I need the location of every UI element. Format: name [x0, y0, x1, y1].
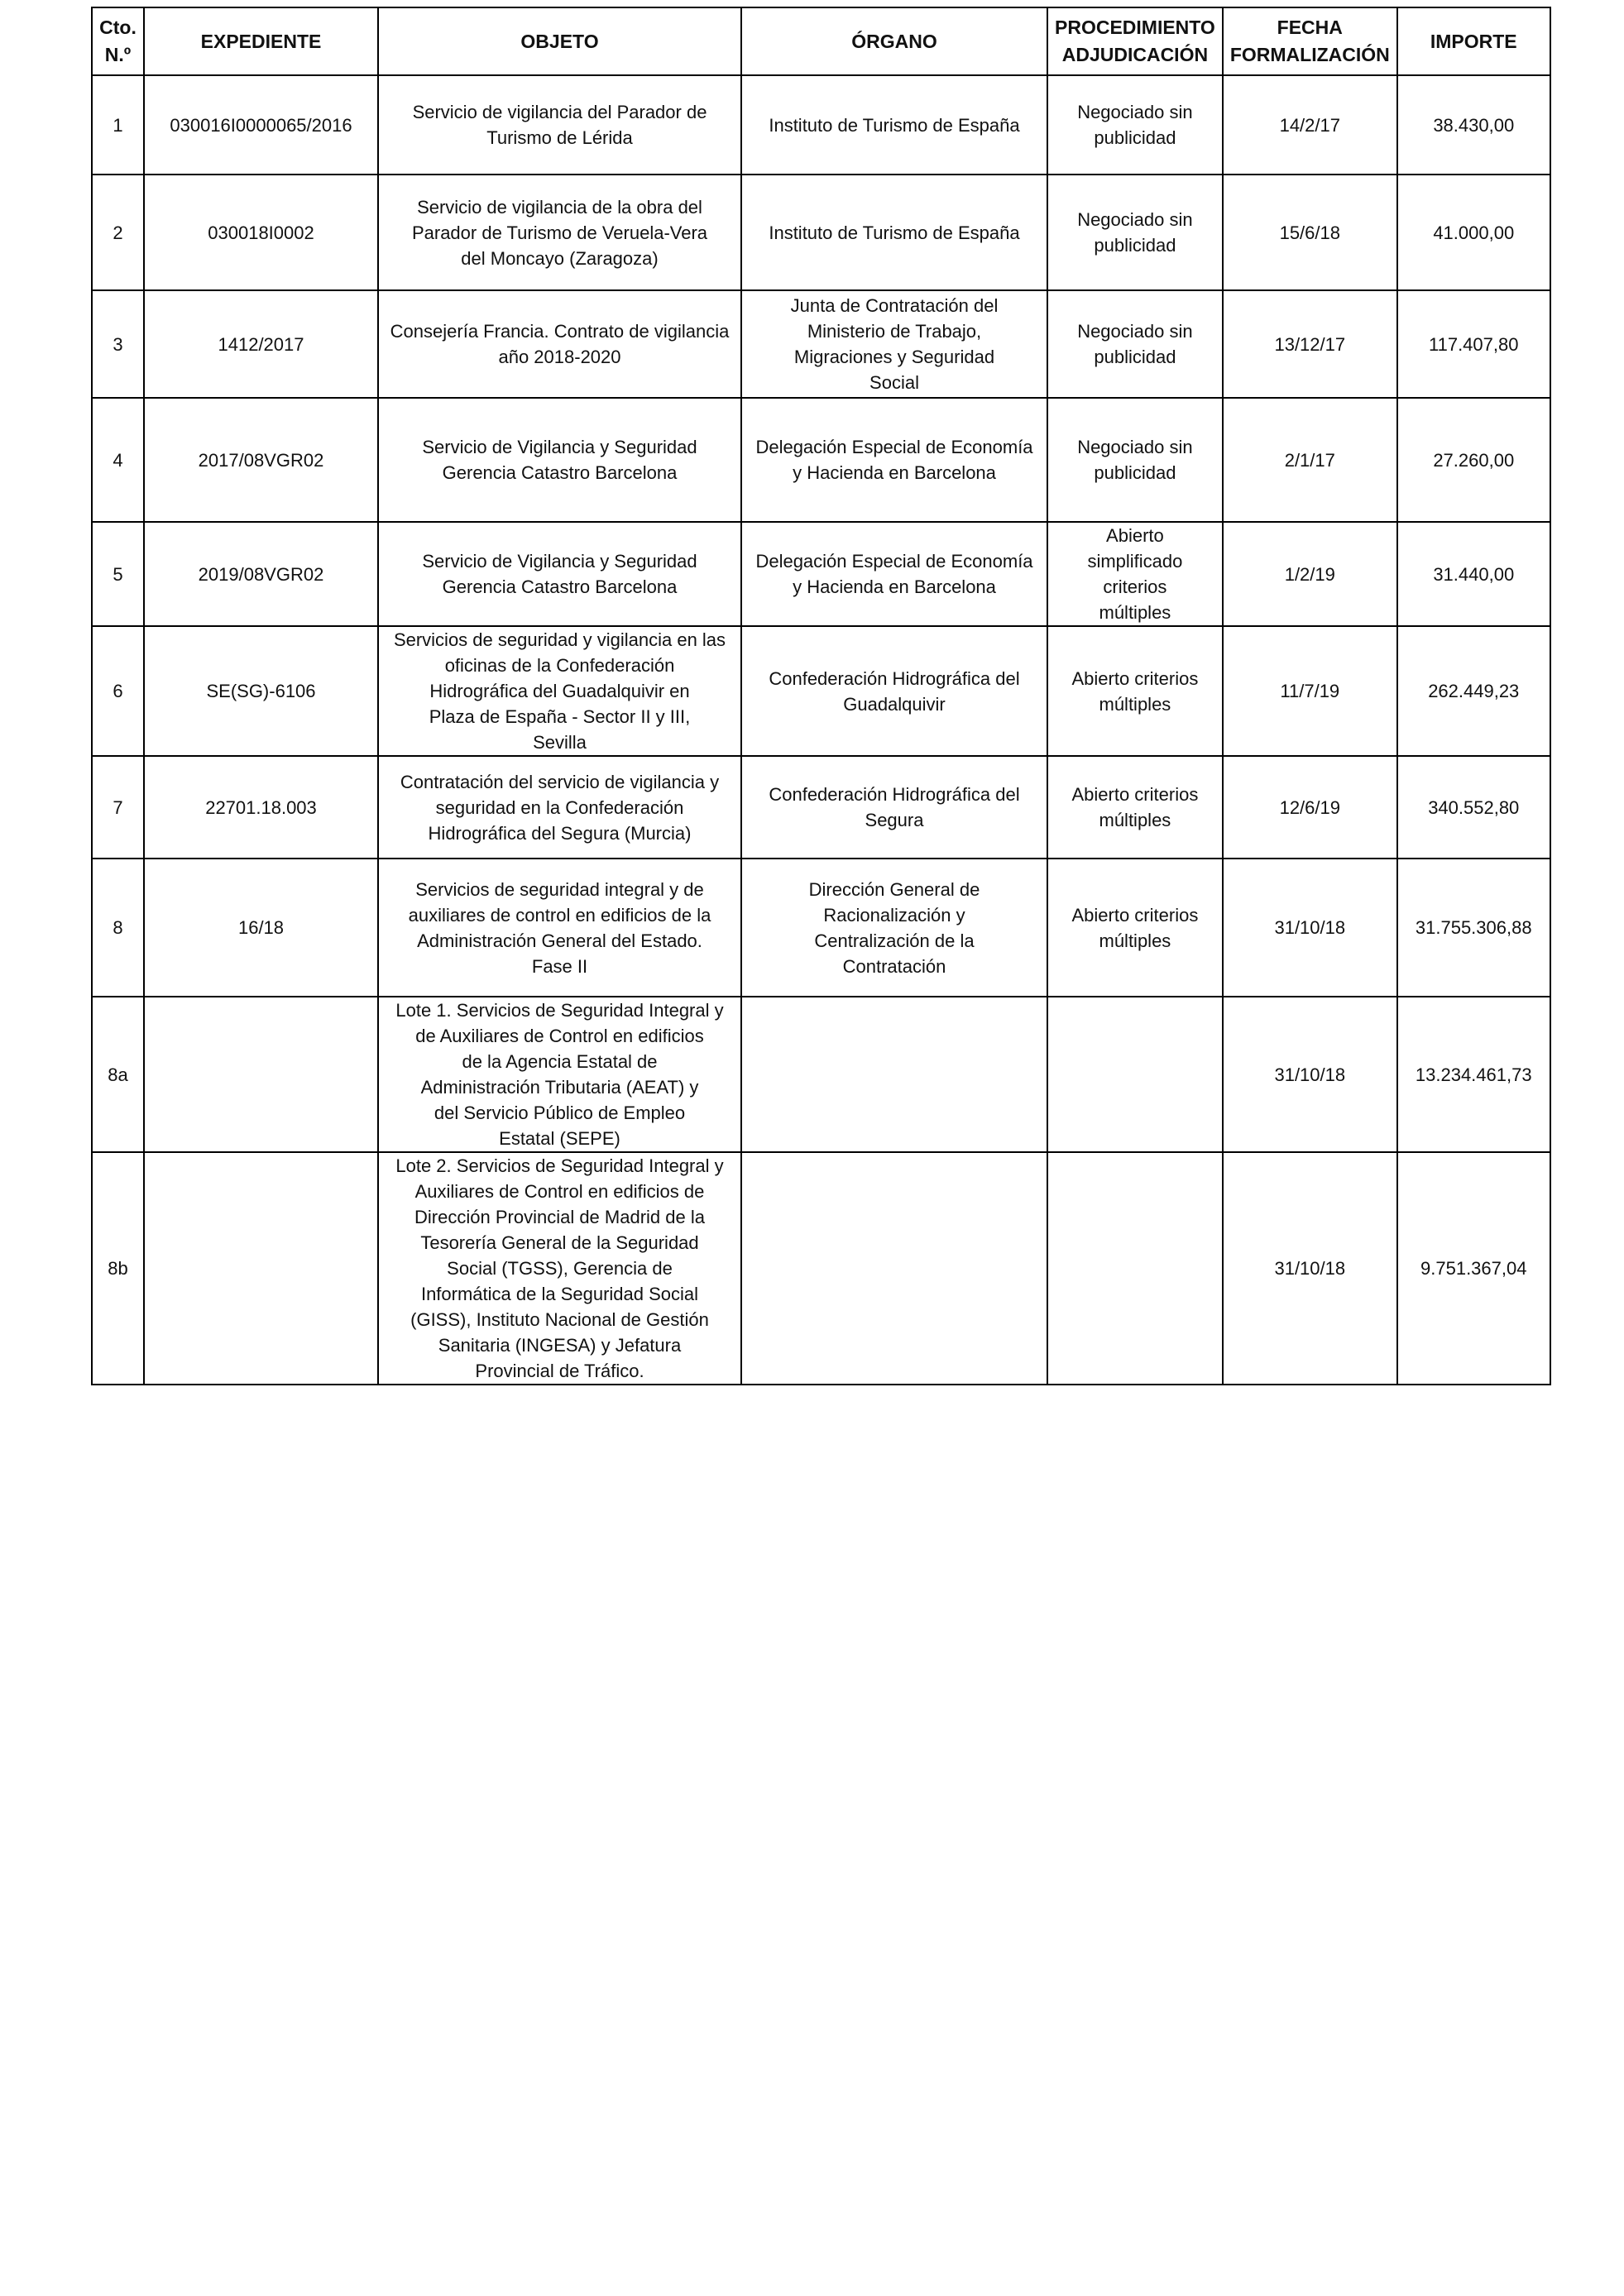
cell-organo: Delegación Especial de Economía y Hacienda en Barcelona [741, 522, 1047, 626]
cell-organo: Confederación Hidrográfica del Segura [741, 756, 1047, 859]
cell-objeto: Servicio de vigilancia de la obra del Parador de Turismo de Veruela-Vera del Moncayo (Zaragoza) [378, 175, 741, 290]
cell-objeto: Servicios de seguridad integral y de auxiliares de control en edificios de la Administración General del Estado. Fase II [378, 859, 741, 997]
cell-fecha: 12/6/19 [1223, 756, 1397, 859]
table-row [92, 75, 1550, 175]
table-row [92, 522, 1550, 626]
cell-fecha: 31/10/18 [1223, 997, 1397, 1152]
cell-expediente: 1412/2017 [144, 290, 378, 398]
cell-organo: Delegación Especial de Economía y Hacienda en Barcelona [741, 398, 1047, 522]
cell-procedimiento [1047, 997, 1223, 1152]
cell-cto: 8a [92, 997, 144, 1152]
cell-fecha: 31/10/18 [1223, 859, 1397, 997]
header-objeto: OBJETO [378, 7, 741, 75]
cell-procedimiento: Abierto simplificado criterios múltiples [1047, 522, 1223, 626]
cell-fecha: 2/1/17 [1223, 398, 1397, 522]
cell-fecha: 14/2/17 [1223, 75, 1397, 175]
cell-expediente [144, 1152, 378, 1385]
cell-procedimiento: Negociado sin publicidad [1047, 175, 1223, 290]
contracts-table [91, 7, 1551, 1385]
cell-objeto: Servicio de Vigilancia y Seguridad Gerencia Catastro Barcelona [378, 522, 741, 626]
cell-cto: 6 [92, 626, 144, 756]
cell-objeto: Contratación del servicio de vigilancia y seguridad en la Confederación Hidrográfica del Segura (Murcia) [378, 756, 741, 859]
cell-expediente: SE(SG)-6106 [144, 626, 378, 756]
cell-expediente: 16/18 [144, 859, 378, 997]
cell-objeto: Consejería Francia. Contrato de vigilancia año 2018-2020 [378, 290, 741, 398]
cell-importe: 262.449,23 [1397, 626, 1550, 756]
cell-fecha: 1/2/19 [1223, 522, 1397, 626]
cell-organo: Instituto de Turismo de España [741, 75, 1047, 175]
cell-organo [741, 1152, 1047, 1385]
cell-organo: Instituto de Turismo de España [741, 175, 1047, 290]
cell-fecha: 31/10/18 [1223, 1152, 1397, 1385]
cell-organo: Confederación Hidrográfica del Guadalquivir [741, 626, 1047, 756]
cell-objeto: Servicio de Vigilancia y Seguridad Gerencia Catastro Barcelona [378, 398, 741, 522]
cell-importe: 31.440,00 [1397, 522, 1550, 626]
cell-importe: 38.430,00 [1397, 75, 1550, 175]
table-row [92, 398, 1550, 522]
cell-objeto: Lote 2. Servicios de Seguridad Integral y Auxiliares de Control en edificios de Dirección Provincial de Madrid de la Tesorería General de la Seguridad Social (TGSS), Gerencia de Informática de la Seguridad Social (GISS), Instituto Nacional de Gestión Sanitaria (INGESA) y Jefatura Provincial de Tráfico. [378, 1152, 741, 1385]
cell-procedimiento: Negociado sin publicidad [1047, 75, 1223, 175]
cell-cto: 1 [92, 75, 144, 175]
cell-cto: 7 [92, 756, 144, 859]
cell-cto: 8b [92, 1152, 144, 1385]
header-fecha: FECHA FORMALIZACIÓN [1223, 7, 1397, 75]
cell-importe: 117.407,80 [1397, 290, 1550, 398]
cell-cto: 4 [92, 398, 144, 522]
cell-objeto: Lote 1. Servicios de Seguridad Integral y de Auxiliares de Control en edificios de la Agencia Estatal de Administración Tributaria (AEAT) y del Servicio Público de Empleo Estatal (SEPE) [378, 997, 741, 1152]
cell-expediente: 22701.18.003 [144, 756, 378, 859]
cell-cto: 5 [92, 522, 144, 626]
table-row [92, 1152, 1550, 1385]
cell-organo: Junta de Contratación del Ministerio de Trabajo, Migraciones y Seguridad Social [741, 290, 1047, 398]
cell-organo: Dirección General de Racionalización y Centralización de la Contratación [741, 859, 1047, 997]
cell-procedimiento: Abierto criterios múltiples [1047, 859, 1223, 997]
cell-fecha: 13/12/17 [1223, 290, 1397, 398]
cell-expediente: 030016I0000065/2016 [144, 75, 378, 175]
cell-importe: 41.000,00 [1397, 175, 1550, 290]
cell-expediente [144, 997, 378, 1152]
cell-objeto: Servicio de vigilancia del Parador de Turismo de Lérida [378, 75, 741, 175]
cell-procedimiento: Negociado sin publicidad [1047, 398, 1223, 522]
cell-importe: 31.755.306,88 [1397, 859, 1550, 997]
header-importe: IMPORTE [1397, 7, 1550, 75]
cell-fecha: 11/7/19 [1223, 626, 1397, 756]
cell-procedimiento: Negociado sin publicidad [1047, 290, 1223, 398]
table-row [92, 756, 1550, 859]
table-row [92, 997, 1550, 1152]
cell-importe: 27.260,00 [1397, 398, 1550, 522]
cell-procedimiento: Abierto criterios múltiples [1047, 756, 1223, 859]
cell-importe: 13.234.461,73 [1397, 997, 1550, 1152]
cell-objeto: Servicios de seguridad y vigilancia en las oficinas de la Confederación Hidrográfica del Guadalquivir en Plaza de España - Sector II y III, Sevilla [378, 626, 741, 756]
cell-expediente: 030018I0002 [144, 175, 378, 290]
cell-cto: 2 [92, 175, 144, 290]
cell-expediente: 2017/08VGR02 [144, 398, 378, 522]
cell-procedimiento [1047, 1152, 1223, 1385]
header-organo: ÓRGANO [741, 7, 1047, 75]
cell-importe: 340.552,80 [1397, 756, 1550, 859]
header-row [92, 7, 1550, 75]
header-procedimiento: PROCEDIMIENTO ADJUDICACIÓN [1047, 7, 1223, 75]
header-cto: Cto. N.º [92, 7, 144, 75]
table-row [92, 859, 1550, 997]
cell-cto: 8 [92, 859, 144, 997]
table-row [92, 626, 1550, 756]
cell-expediente: 2019/08VGR02 [144, 522, 378, 626]
header-expediente: EXPEDIENTE [144, 7, 378, 75]
cell-procedimiento: Abierto criterios múltiples [1047, 626, 1223, 756]
table-row [92, 290, 1550, 398]
table-row [92, 175, 1550, 290]
cell-fecha: 15/6/18 [1223, 175, 1397, 290]
cell-cto: 3 [92, 290, 144, 398]
cell-organo [741, 997, 1047, 1152]
cell-importe: 9.751.367,04 [1397, 1152, 1550, 1385]
